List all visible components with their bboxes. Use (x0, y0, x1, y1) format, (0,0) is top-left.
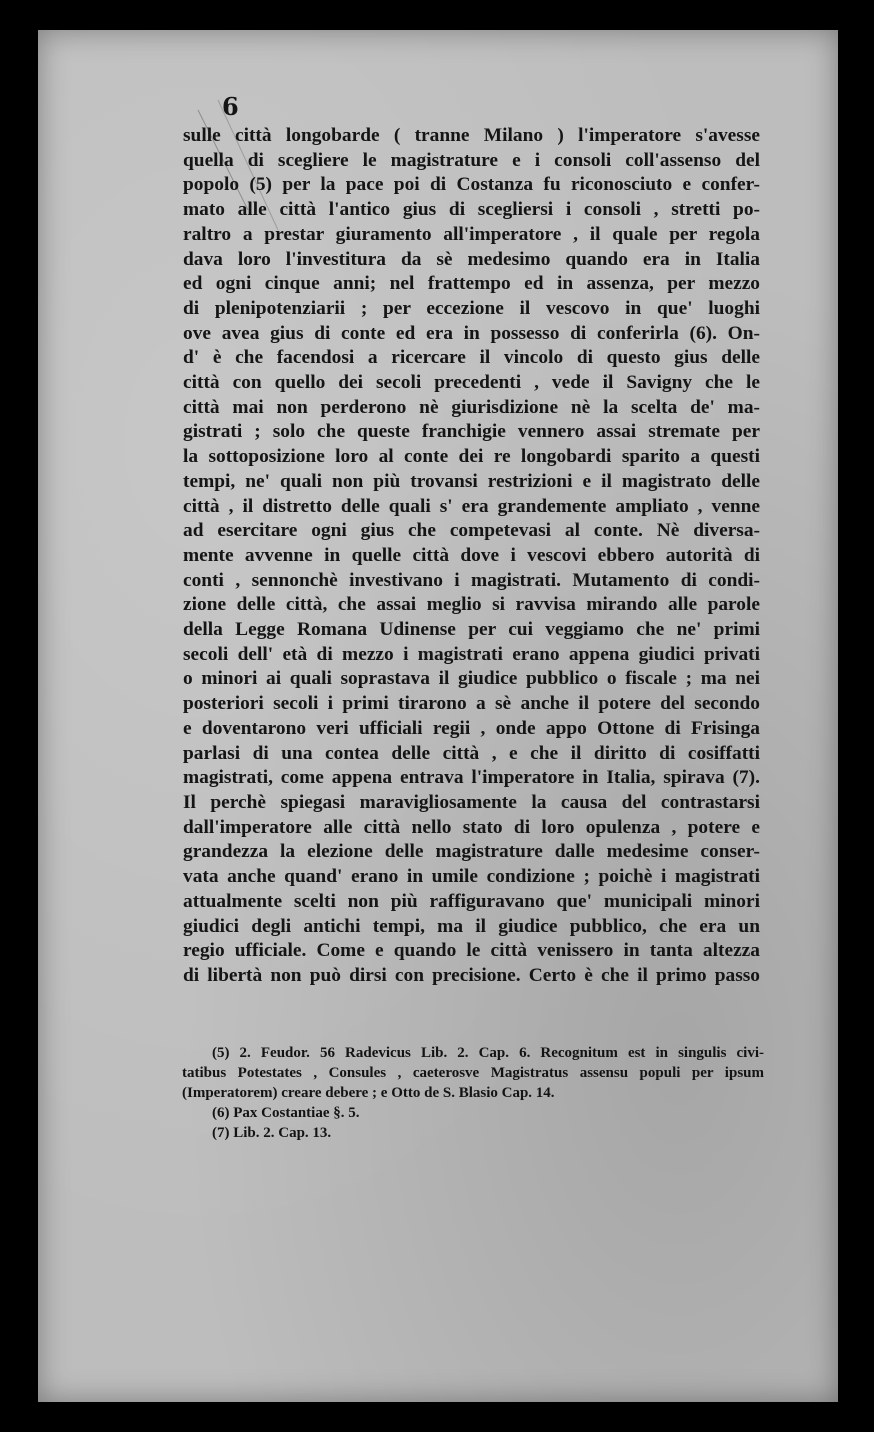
body-text (183, 124, 760, 989)
text-line: d' è che facendosi a ricercare il vincolo di questo gius delle (183, 347, 760, 369)
text-line: la sottoposizione loro al conte dei re longobardi sparito a questi (183, 446, 760, 468)
text-line: grandezza la elezione delle magistrature dalle medesime conser- (183, 841, 760, 863)
text-line: dava loro l'investitura da sè medesimo quando era in Italia (183, 248, 760, 270)
text-line: di libertà non può dirsi con precisione. Certo è che il primo passo (183, 964, 760, 986)
text-line: quella di scegliere le magistrature e i consoli coll'assenso del (183, 149, 760, 171)
text-line: gistrati ; solo che queste franchigie vennero assai stremate per (183, 421, 760, 443)
text-line: posteriori secoli i primi tirarono a sè anche il potere del secondo (183, 693, 760, 715)
page-number: 6 (222, 92, 239, 121)
text-line: o minori ai quali soprastava il giudice pubblico o fiscale ; ma nei (183, 668, 760, 690)
footnotes (182, 1043, 764, 1143)
text-line: ove avea gius di conte ed era in possesso di conferirla (6). On- (183, 322, 760, 344)
text-line: secoli dell' età di mezzo i magistrati erano appena giudici privati (183, 643, 760, 665)
text-line: zione delle città, che assai meglio si ravvisa mirando alle parole (183, 594, 760, 616)
text-line: città mai non perderono nè giurisdizione nè la scelta de' ma- (183, 396, 760, 418)
footnote-6: (6) Pax Costantiae §. 5. (212, 1105, 360, 1121)
text-line: di plenipotenziarii ; per eccezione il vescovo in que' luoghi (183, 297, 760, 319)
text-line: mato alle città l'antico gius di scegliersi i consoli , stretti po- (183, 199, 760, 221)
text-line: mente avvenne in quelle città dove i vescovi ebbero autorità di (183, 544, 760, 566)
text-line: giudici degli antichi tempi, ma il giudice pubblico, che era un (183, 915, 760, 937)
text-line: regio ufficiale. Come e quando le città venissero in tanta altezza (183, 940, 760, 962)
text-line: attualmente scelti non più raffiguravano que' municipali minori (183, 890, 760, 912)
text-line: parlasi di una contea delle città , e che il diritto di cosiffatti (183, 742, 760, 764)
footnote-5-line-3: (Imperatorem) creare debere ; e Otto de S. Blasio Cap. 14. (182, 1085, 555, 1101)
text-line: della Legge Romana Udinense per cui veggiamo che ne' primi (183, 619, 760, 641)
text-line: magistrati, come appena entrava l'imperatore in Italia, spirava (7). (183, 767, 760, 789)
text-line: ed ogni cinque anni; nel frattempo ed in assenza, per mezzo (183, 273, 760, 295)
text-line: tempi, ne' quali non più trovansi restrizioni e il magistrato delle (183, 470, 760, 492)
text-line: sulle città longobarde ( tranne Milano ) l'imperatore s'avesse (183, 125, 760, 146)
text-line: dall'imperatore alle città nello stato di loro opulenza , potere e (183, 816, 760, 838)
footnote-5-line-1: (5) 2. Feudor. 56 Radevicus Lib. 2. Cap. 6. Recognitum est in singulis civi- (212, 1045, 764, 1061)
text-line: e doventarono veri ufficiali regii , onde appo Ottone di Frisinga (183, 717, 760, 739)
footnote-5-line-2: tatibus Potestates , Consules , caeterosve Magistratus assensu populi per ipsum (182, 1065, 764, 1081)
text-line: conti , sennonchè investivano i magistrati. Mutamento di condi- (183, 569, 760, 591)
text-line: Il perchè spiegasi maravigliosamente la causa del contrastarsi (183, 791, 760, 813)
text-line: città , il distretto delle quali s' era grandemente ampliato , venne (183, 495, 760, 517)
text-line: vata anche quand' erano in umile condizione ; poichè i magistrati (183, 866, 760, 888)
text-line: popolo (5) per la pace poi di Costanza fu riconosciuto e confer- (183, 174, 760, 196)
footnote-7: (7) Lib. 2. Cap. 13. (212, 1125, 332, 1141)
text-line: raltro a prestar giuramento all'imperatore , il quale per regola (183, 223, 760, 245)
text-line: città con quello dei secoli precedenti , vede il Savigny che le (183, 372, 760, 394)
text-line: ad esercitare ogni gius che competevasi al conte. Nè diversa- (183, 520, 760, 542)
